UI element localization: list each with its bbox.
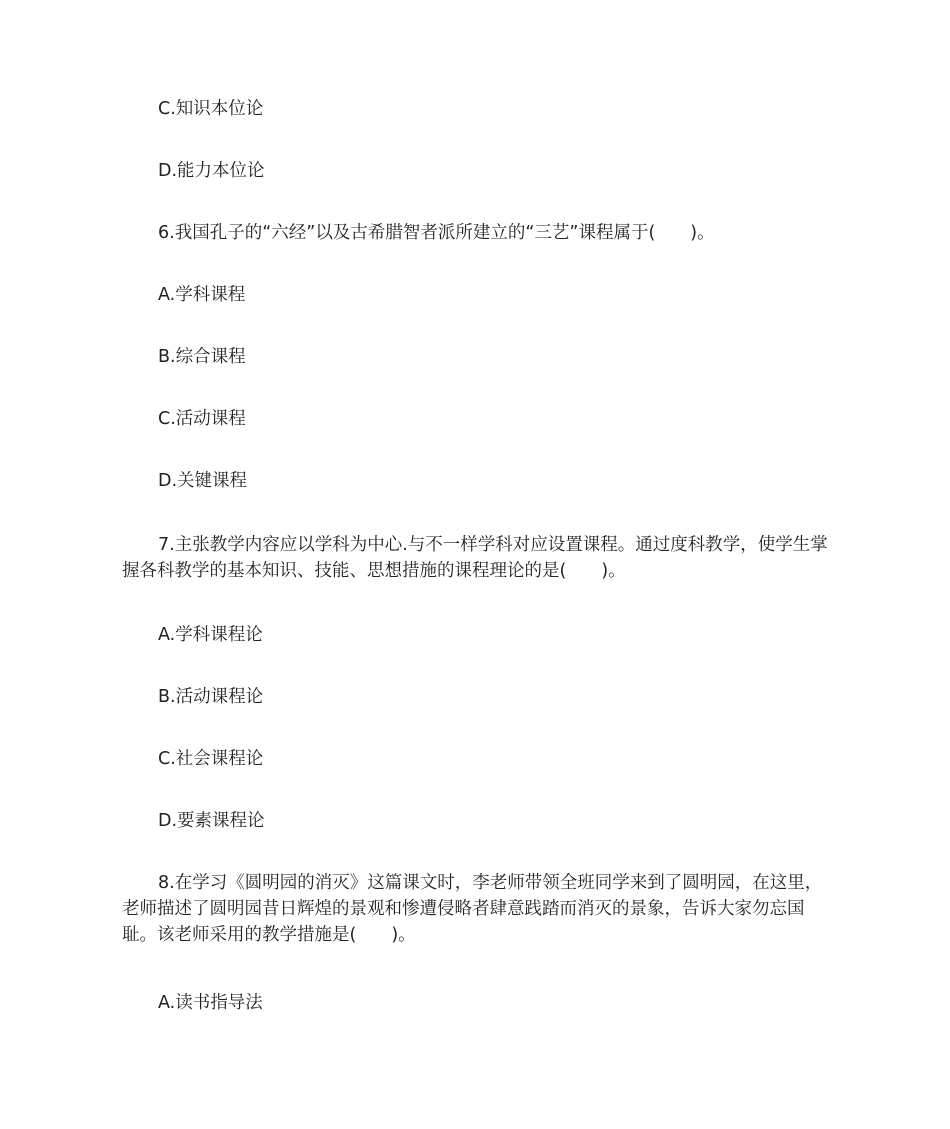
option-5c: C.知识本位论 <box>158 99 264 119</box>
option-6c: C.活动课程 <box>158 409 246 429</box>
option-7a: A.学科课程论 <box>158 625 263 645</box>
question-6: 6.我国孔子的“六经”以及古希腊智者派所建立的“三艺”课程属于( )。 <box>158 223 715 243</box>
option-7c: C.社会课程论 <box>158 749 264 769</box>
option-8a: A.读书指导法 <box>158 993 263 1013</box>
option-6d: D.关键课程 <box>158 471 248 491</box>
option-5d: D.能力本位论 <box>158 161 265 181</box>
option-7d: D.要素课程论 <box>158 811 265 831</box>
question-8: 8.在学习《圆明园的消灭》这篇课文时，李老师带领全班同学来到了圆明园，在这里，老师描述了圆明园昔日辉煌的景观和惨遭侵略者肆意践踏而消灭的景象，告诉大家勿忘国耻。该老师采用的教学措施是( )。 <box>122 873 823 945</box>
option-6a: A.学科课程 <box>158 285 246 305</box>
question-7: 7.主张教学内容应以学科为中心.与不一样学科对应设置课程。通过度科教学，使学生掌握各科教学的基本知识、技能、思想措施的课程理论的是( )。 <box>122 535 828 581</box>
option-6b: B.综合课程 <box>158 347 246 367</box>
option-7b: B.活动课程论 <box>158 687 264 707</box>
